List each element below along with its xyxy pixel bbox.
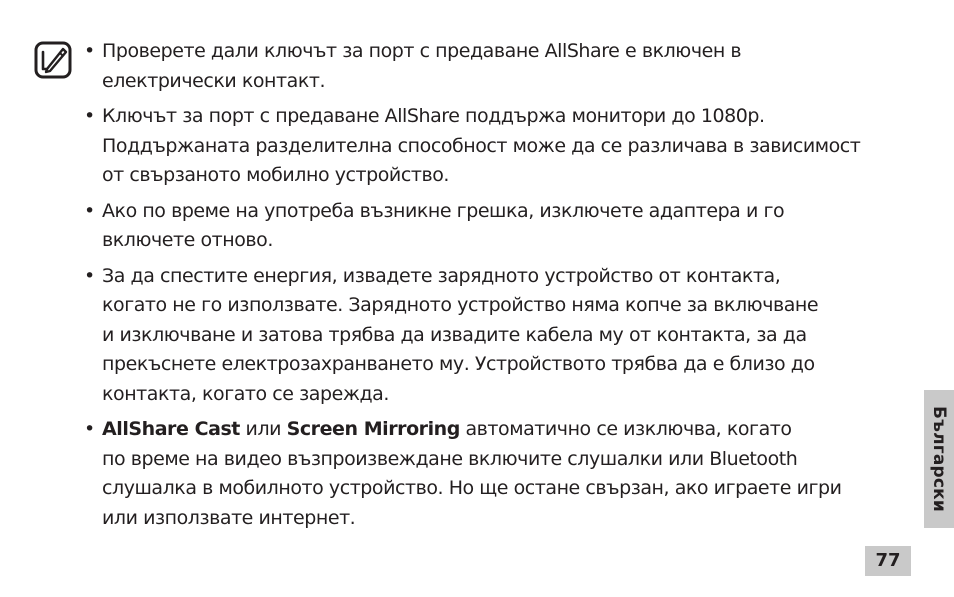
bullet: • xyxy=(84,418,95,440)
note-line xyxy=(102,415,924,445)
note-line: и изключване и затова трябва да извадите кабела му от контакта, за да xyxy=(102,323,807,346)
note-pencil-icon xyxy=(33,40,73,80)
note-line: когато не го използвате. Зарядното устройство няма копче за включване xyxy=(102,294,819,316)
feature-name-allshare-cast: AllShare Cast xyxy=(102,418,240,440)
note-line: Ключът за порт с предаване AllShare поддържа монитори до 1080p. xyxy=(102,105,765,127)
bullet: • xyxy=(84,40,95,62)
note-item xyxy=(84,102,924,191)
feature-name-screen-mirroring: Screen Mirroring xyxy=(286,418,460,440)
note-item xyxy=(84,262,924,410)
note-line: включете отново. xyxy=(102,229,273,251)
note-line: по време на видео възпроизвеждане включите слушалки или Bluetooth xyxy=(102,447,798,470)
note-line: от свързаното мобилно устройство. xyxy=(102,164,449,186)
notes-list xyxy=(84,37,924,539)
note-line: Поддържаната разделителна способност може да се различава в зависимост xyxy=(102,134,861,157)
page-number: 77 xyxy=(865,546,911,576)
note-line: За да спестите енергия, извадете зарядното устройство от контакта, xyxy=(102,264,781,287)
bullet: • xyxy=(84,264,95,287)
note-item xyxy=(84,197,924,256)
note-text: или xyxy=(239,418,287,440)
note-line: или използвате интернет. xyxy=(102,506,356,529)
language-side-tab xyxy=(924,390,954,528)
note-item xyxy=(84,37,924,96)
note-line: Проверете дали ключът за порт с предаване AllShare е включен в xyxy=(102,40,742,62)
note-line: електрически контакт. xyxy=(102,69,326,92)
note-text: автоматично се изключва, когато xyxy=(459,418,792,440)
bullet: • xyxy=(84,199,95,222)
language-tab-label: Български xyxy=(929,405,949,513)
bullet: • xyxy=(84,105,95,127)
note-line: слушалка в мобилното устройство. Но ще остане свързан, ако играете игри xyxy=(102,477,842,499)
note-line: прекъснете електрозахранването му. Устройството трябва да е близо до xyxy=(102,353,815,375)
note-line: контакта, когато се зарежда. xyxy=(102,382,389,405)
note-item xyxy=(84,415,924,533)
note-line: Ако по време на употреба възникне грешка, изключете адаптера и го xyxy=(102,199,785,222)
